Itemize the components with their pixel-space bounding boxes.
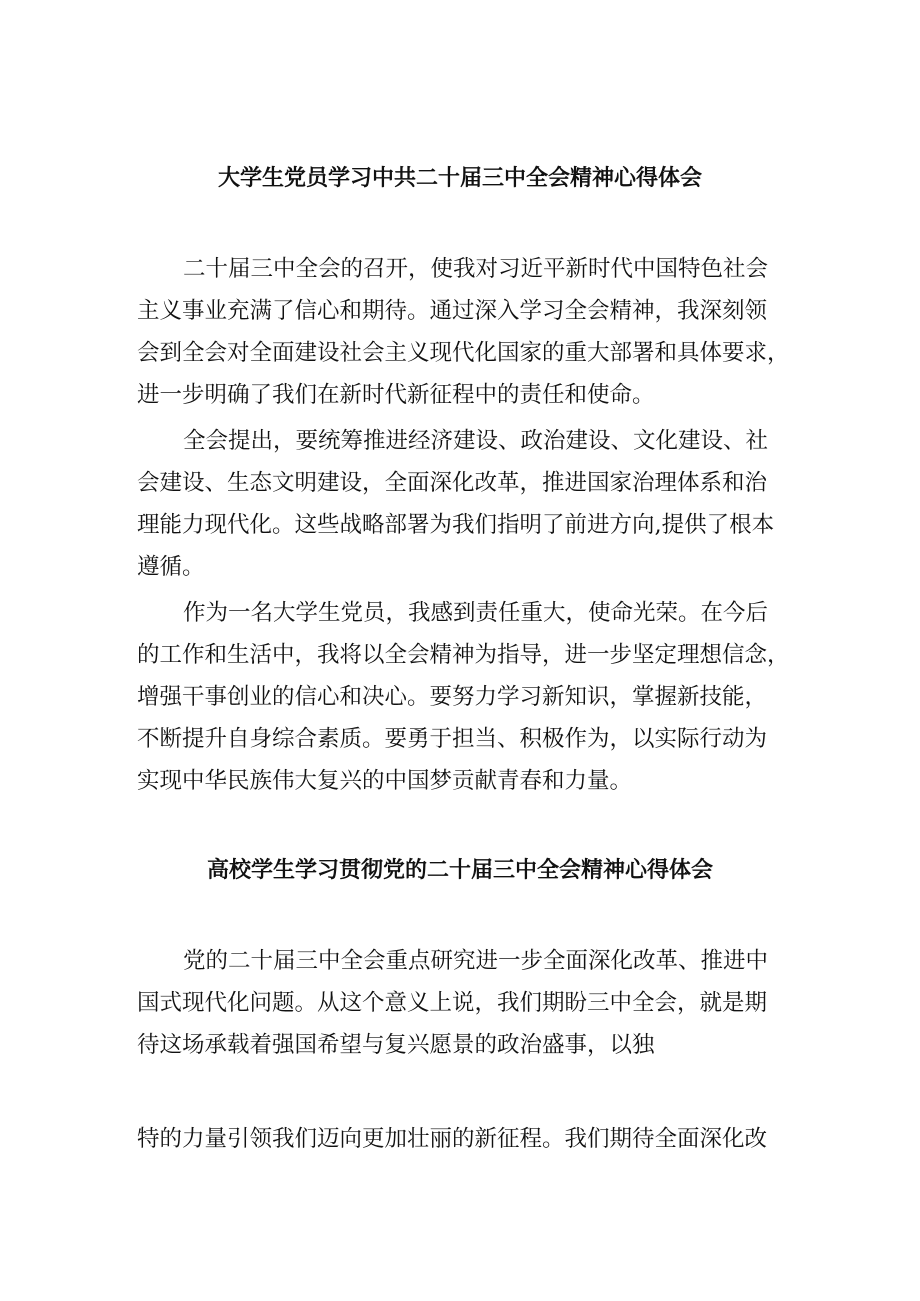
section-1-line: 主义事业充满了信心和期待。通过深入学习全会精神，我深刻领 [137, 298, 768, 324]
section-1-line: 实现中华民族伟大复兴的中国梦贡献青春和力量。 [137, 768, 633, 794]
section-1-line: 二十届三中全会的召开，使我对习近平新时代中国特色社会 [183, 256, 769, 282]
section-1-line: 会到全会对全面建设社会主义现代化国家的重大部署和具体要求， [137, 340, 790, 366]
section-2-line: 国式现代化问题。从这个意义上说，我们期盼三中全会，就是期 [137, 990, 768, 1016]
section-1-line: 的工作和生活中，我将以全会精神为指导，进一步坚定理想信念， [137, 642, 790, 668]
section-1-line: 会建设、生态文明建设，全面深化改革，推进国家治理体系和治 [137, 470, 768, 496]
section-1-line: 理能力现代化。这些战略部署为我们指明了前进方向,提供了根本 [137, 512, 775, 538]
section-2-title: 高校学生学习贯彻党的二十届三中全会精神心得体会 [206, 858, 713, 883]
section-1-line: 全会提出，要统筹推进经济建设、政治建设、文化建设、社 [183, 428, 769, 454]
section-2-line: 特的力量引领我们迈向更加壮丽的新征程。我们期待全面深化改 [137, 1126, 768, 1152]
section-1-line: 作为一名大学生党员，我感到责任重大，使命光荣。在今后 [183, 600, 769, 626]
section-1-line: 增强干事创业的信心和决心。要努力学习新知识，掌握新技能， [137, 684, 768, 710]
section-2-line: 党的二十届三中全会重点研究进一步全面深化改革、推进中 [183, 948, 769, 974]
section-2-line: 待这场承载着强国希望与复兴愿景的政治盛事，以独 [137, 1032, 655, 1058]
section-1-line: 进一步明确了我们在新时代新征程中的责任和使命。 [137, 382, 655, 408]
section-1-title: 大学生党员学习中共二十届三中全会精神心得体会 [217, 166, 702, 191]
section-1-line: 不断提升自身综合素质。要勇于担当、积极作为，以实际行动为 [137, 726, 768, 752]
section-1-line: 遵循。 [137, 554, 205, 580]
